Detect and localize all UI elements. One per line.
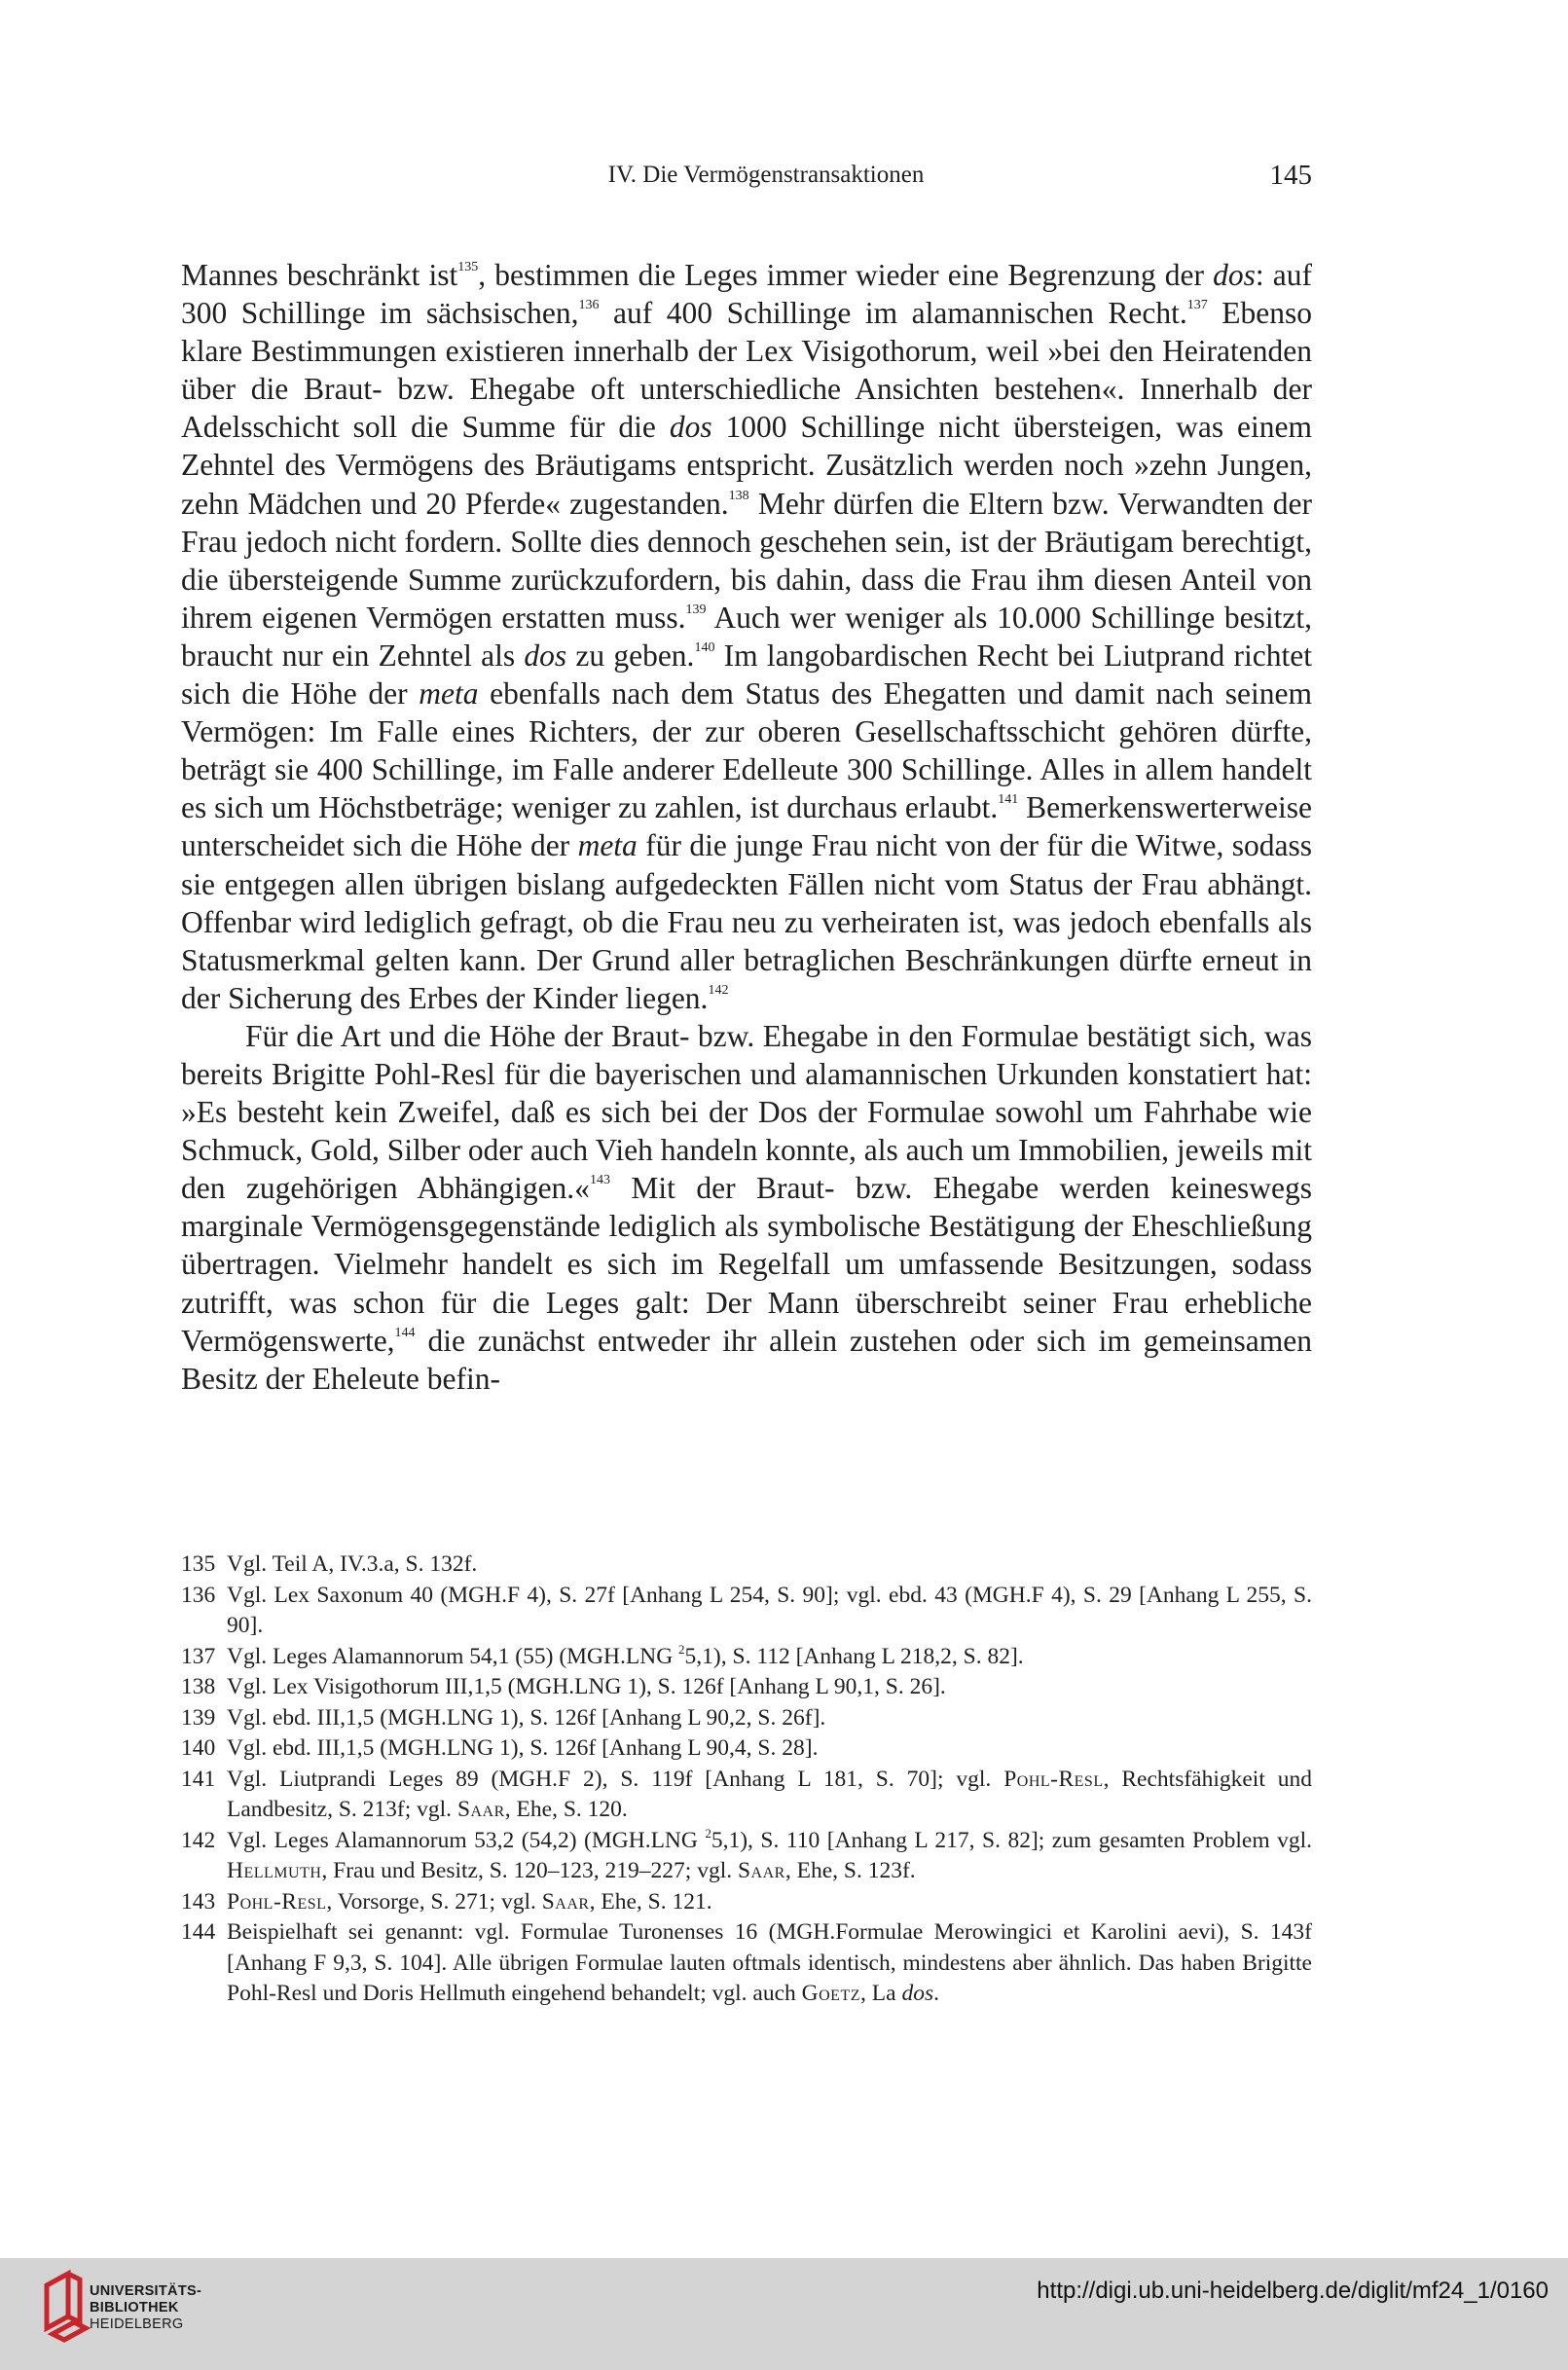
- viewer-footer-bar: [0, 2258, 1568, 2370]
- text-run: Für die Art und die Höhe der Braut- bzw. Ehegabe in den Formulae bestätigt sich, was bereits Brigitte Pohl-Resl für die bayerischen und alamannischen Urkunden konstatiert hat: »Es besteht kein Zweifel, daß es sich bei der Dos der Formulae sowohl um Fahrhabe wie Schmuck, Gold, Silber oder auch Vieh handeln konnte, als auch um Immobilien, jeweils mit den zugehörigen Abhängigen.«: [181, 1018, 1312, 1206]
- footnote-number: 135: [181, 1551, 216, 1577]
- text-run: , bestimmen die Leges immer wieder eine Begrenzung der: [478, 258, 1214, 292]
- paragraph-2: [181, 1017, 1312, 1398]
- italic-term: meta: [577, 828, 638, 863]
- text-run: die zunächst entweder ihr allein zustehen oder sich im gemeinsamen Besitz der Eheleute befin-: [181, 1323, 1312, 1396]
- footnote-text: Vgl. Leges Alamannorum 54,1 (55) (MGH.LNG: [227, 1643, 679, 1669]
- running-head: [181, 162, 1312, 201]
- footnote-ref-139[interactable]: 139: [685, 602, 707, 617]
- text-run: Ebenso klare Bestimmungen existieren innerhalb der Lex Visigothorum, weil »bei den Heiratenden über die Braut- bzw. Ehegabe oft unterschiedliche Ansichten bestehen«. Innerhalb der Adelsschicht soll die Summe für die: [181, 296, 1313, 445]
- footnote-144: [181, 1917, 1312, 2010]
- text-run: Im langobardischen Recht bei Liutprand richtet sich die Höhe der: [181, 638, 1312, 711]
- library-name-line: BIBLIOTHEK: [90, 2300, 179, 2315]
- footnote-135: [181, 1550, 1312, 1581]
- footnote-text: , Vorsorge, S. 271; vgl.: [326, 1888, 542, 1914]
- edition-superscript: 2: [678, 1641, 685, 1657]
- footnote-text: , Rechtsfähigkeit und Landbesitz, S. 213f; vgl.: [227, 1766, 1313, 1822]
- footnote-ref-135[interactable]: 135: [457, 260, 479, 274]
- author-name: Saar: [456, 1797, 505, 1822]
- footnote-ref-143[interactable]: 143: [589, 1173, 610, 1188]
- footnote-ref-138[interactable]: 138: [728, 488, 749, 503]
- footnote-ref-142[interactable]: 142: [708, 982, 729, 998]
- footnote-ref-141[interactable]: 141: [998, 792, 1019, 808]
- footnote-number: 140: [181, 1735, 216, 1761]
- main-text: [181, 256, 1312, 1398]
- italic-term: dos: [901, 1981, 934, 2006]
- author-name: Hellmuth: [227, 1858, 322, 1883]
- page-number: 145: [1269, 160, 1312, 191]
- author-name: Pohl-Resl: [1003, 1766, 1104, 1792]
- footnote-text: Vgl. Lex Saxonum 40 (MGH.F 4), S. 27f [Anhang L 254, S. 90]; vgl. ebd. 43 (MGH.F 4), S. 29 [Anhang L 255, S. 90].: [227, 1582, 1312, 1638]
- footnote-text: Vgl. ebd. III,1,5 (MGH.LNG 1), S. 126f [Anhang L 90,4, S. 28].: [227, 1735, 819, 1761]
- footnote-number: 141: [181, 1766, 216, 1792]
- footnote-ref-144[interactable]: 144: [394, 1325, 416, 1340]
- footnote-text: , Frau und Besitz, S. 120–123, 219–227; vgl.: [321, 1858, 738, 1883]
- text-run: Mannes beschränkt ist: [181, 258, 458, 292]
- library-name-line: HEIDELBERG: [90, 2316, 184, 2332]
- footnote-138: [181, 1672, 1312, 1703]
- library-name: [90, 2283, 201, 2333]
- italic-term: dos: [1213, 258, 1256, 292]
- footnote-139: [181, 1703, 1312, 1734]
- text-run: : auf 300 Schillinge im sächsischen,: [181, 258, 1313, 331]
- footnote-text: , Ehe, S. 123f.: [784, 1858, 916, 1883]
- library-name-line: UNIVERSITÄTS-: [90, 2283, 202, 2299]
- italic-term: dos: [669, 410, 712, 445]
- text-run: Auch wer weniger als 10.000 Schillinge besitzt, braucht nur ein Zehntel als: [181, 600, 1312, 673]
- footnote-143: [181, 1887, 1312, 1918]
- author-name: Goetz: [801, 1981, 861, 2006]
- footnote-text: 5,1), S. 110 [Anhang L 217, S. 82]; zum gesamten Problem vgl.: [711, 1827, 1313, 1853]
- text-run: ebenfalls nach dem Status des Ehegatten und damit nach seinem Vermögen: Im Falle eines Richters, der zur oberen Gesellschaftsschicht gehören dürfte, beträgt sie 400 Schillinge, im Falle anderer Edelleute 300 Schillinge. Alles in allem handelt es sich um Höchstbeträge; weniger zu zahlen, ist durchaus erlaubt.: [181, 676, 1312, 825]
- footnote-text: .: [933, 1981, 939, 2006]
- footnote-142: [181, 1826, 1312, 1887]
- source-url-link[interactable]: http://digi.ub.uni-heidelberg.de/diglit/mf24_1/0160: [1037, 2278, 1549, 2304]
- text-run: Bemerkenswerterweise unterscheidet sich die Höhe der: [181, 790, 1313, 863]
- footnotes: [181, 1550, 1312, 2010]
- footnote-137: [181, 1642, 1312, 1673]
- paragraph-1: [181, 256, 1312, 1017]
- footnote-number: 137: [181, 1643, 216, 1669]
- chapter-title: IV. Die Vermögenstransaktionen: [607, 162, 925, 188]
- footnote-number: 144: [181, 1919, 216, 1945]
- footnote-text: Beispielhaft sei genannt: vgl. Formulae Turonenses 16 (MGH.Formulae Merowingici et Karolini aevi), S. 143f [Anhang F 9,3, S. 104]. Alle übrigen Formulae lauten oftmals identisch, mindestens aber ähnlich. Das haben Brigitte Pohl-Resl und Doris Hellmuth eingehend behandelt; vgl. auch: [227, 1919, 1312, 2006]
- text-run: auf 400 Schillinge im alamannischen Recht.: [599, 296, 1187, 331]
- footnote-ref-137[interactable]: 137: [1186, 298, 1208, 313]
- text-run: Mit der Braut- bzw. Ehegabe werden keineswegs marginale Vermögensgegenstände lediglich als symbolische Bestätigung der Eheschließung übertragen. Vielmehr handelt es sich im Regelfall um umfassende Besitzungen, sodass zutrifft, was schon für die Leges galt: Der Mann überschreibt seiner Frau erhebliche Vermögenswerte,: [181, 1171, 1312, 1358]
- footnote-text: Vgl. Teil A, IV.3.a, S. 132f.: [227, 1551, 478, 1577]
- text-run: zu geben.: [566, 638, 695, 673]
- footnote-number: 142: [181, 1827, 216, 1853]
- footnote-140: [181, 1733, 1312, 1765]
- footnote-number: 143: [181, 1888, 216, 1914]
- footnote-136: [181, 1581, 1312, 1642]
- footnote-text: Vgl. Liutprandi Leges 89 (MGH.F 2), S. 119f [Anhang L 181, S. 70]; vgl.: [227, 1766, 1004, 1792]
- edition-superscript: 2: [705, 1825, 711, 1841]
- footnote-number: 138: [181, 1674, 216, 1699]
- footnote-text: , Ehe, S. 121.: [589, 1888, 712, 1914]
- italic-term: dos: [524, 638, 567, 673]
- footnote-text: Vgl. ebd. III,1,5 (MGH.LNG 1), S. 126f [Anhang L 90,2, S. 26f].: [227, 1704, 826, 1731]
- text-run: für die junge Frau nicht von der für die Witwe, sodass sie entgegen allen übrigen bislang aufgedeckten Fällen nicht vom Status der Frau abhängt. Offenbar wird lediglich gefragt, ob die Frau neu zu verheiraten ist, was jedoch ebenfalls als Statusmerkmal gelten kann. Der Grund aller betraglichen Beschränkungen dürfte erneut in der Sicherung des Erbes der Kinder liegen.: [181, 828, 1312, 1015]
- italic-term: meta: [419, 676, 479, 711]
- footnote-ref-136[interactable]: 136: [578, 298, 600, 313]
- footnote-text: 5,1), S. 112 [Anhang L 218,2, S. 82].: [684, 1643, 1024, 1669]
- footnote-141: [181, 1765, 1312, 1826]
- text-run: Mehr dürfen die Eltern bzw. Verwandten der Frau jedoch nicht fordern. Sollte dies dennoch geschehen sein, ist der Bräutigam berechtigt, die übersteigende Summe zurückzufordern, bis dahin, dass die Frau ihm diesen Anteil von ihrem eigenen Vermögen erstatten muss.: [181, 486, 1312, 635]
- footnote-text: , Ehe, S. 120.: [504, 1797, 628, 1822]
- author-name: Saar: [737, 1858, 785, 1883]
- footnote-text: Vgl. Lex Visigothorum III,1,5 (MGH.LNG 1), S. 126f [Anhang L 90,1, S. 26].: [227, 1674, 946, 1699]
- footnote-number: 136: [181, 1582, 216, 1608]
- author-name: Pohl-Resl: [227, 1888, 327, 1914]
- author-name: Saar: [541, 1888, 590, 1914]
- footnote-ref-140[interactable]: 140: [694, 639, 715, 655]
- footnote-text: Vgl. Leges Alamannorum 53,2 (54,2) (MGH.LNG: [227, 1827, 706, 1853]
- footnote-text: , La: [860, 1981, 902, 2006]
- footnote-number: 139: [181, 1704, 216, 1731]
- text-run: 1000 Schillinge nicht übersteigen, was einem Zehntel des Vermögens des Bräutigams entspricht. Zusätzlich werden noch »zehn Jungen, zehn Mädchen und 20 Pferde« zugestanden.: [181, 410, 1312, 521]
